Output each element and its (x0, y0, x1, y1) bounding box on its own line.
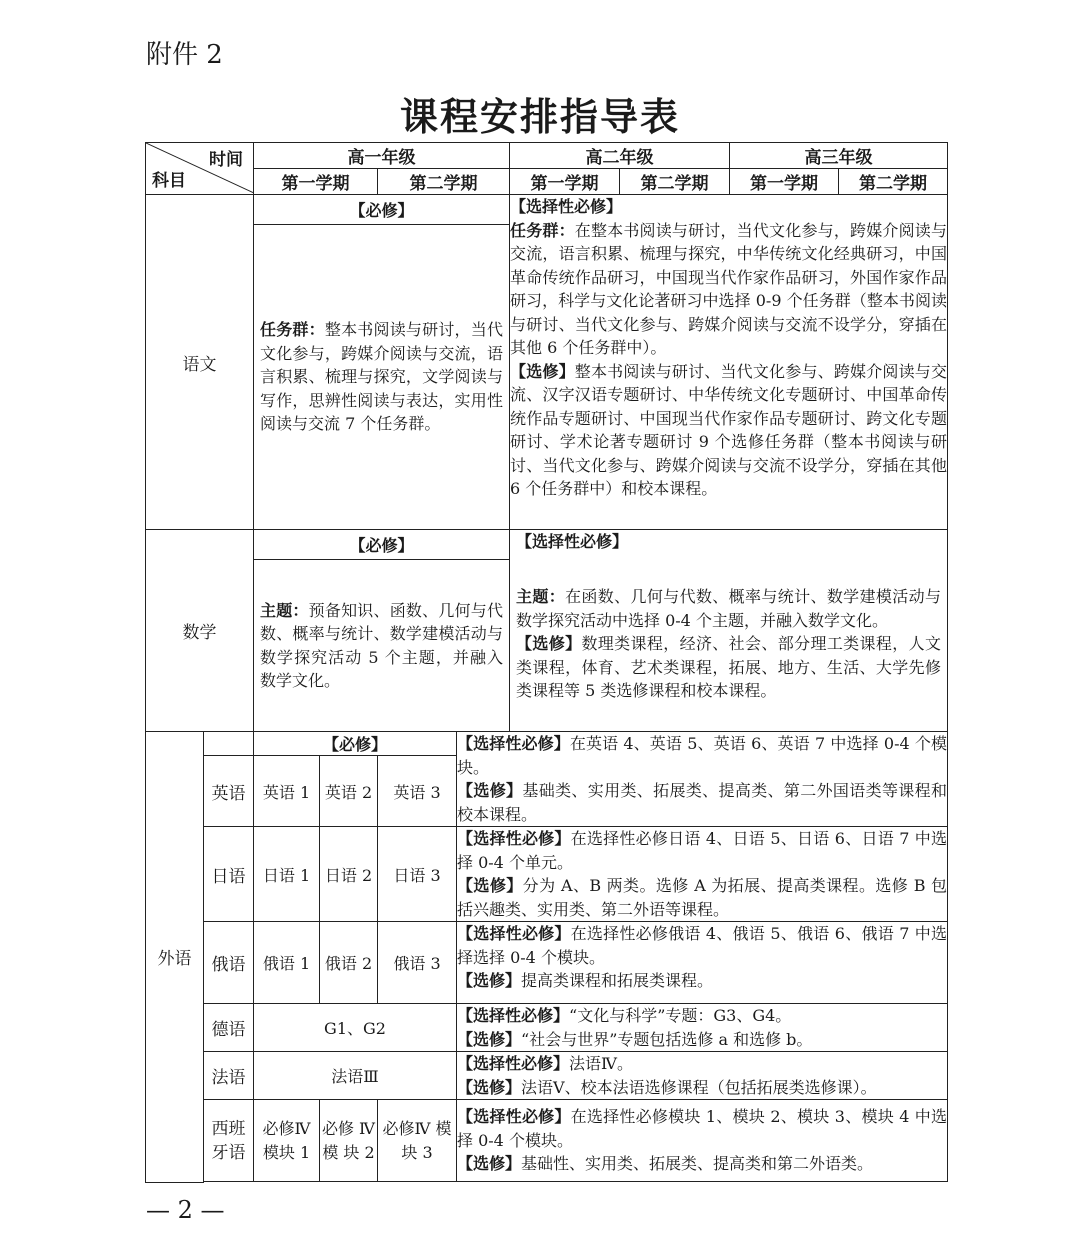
elective-label: 【选修】 (510, 361, 575, 381)
module-cell: 日语 2 (320, 827, 378, 922)
module-cell: 俄语 1 (254, 922, 320, 1004)
elective-label: 【选修】 (516, 634, 582, 653)
module-cell: 法语Ⅲ (254, 1052, 457, 1100)
elective-text: 法语Ⅴ、校本法语选修课程（包括拓展类选修课）。 (521, 1077, 877, 1097)
selective-label: 【选择性必修】 (516, 532, 629, 551)
selective-text: 在函数、几何与代数、概率与统计、数学建模活动与数学探究活动中选择 0-4 个主题，并融入数学文化。 (516, 587, 941, 630)
selective-label: 【选择性必修】 (457, 829, 571, 848)
elective-cell (457, 827, 948, 922)
language-name: 法语 (204, 1052, 254, 1100)
module-cell: 英语 3 (378, 756, 457, 827)
elective-text: 基础性、实用类、拓展类、提高类和第二外语类。 (521, 1154, 874, 1174)
selective-text: “文化与科学”专题：G3、G4。 (569, 1006, 792, 1025)
selective-label: 【选择性必修】 (510, 197, 623, 216)
required-label: 【必修】 (254, 195, 509, 225)
elective-text: 数理类课程，经济、社会、部分理工类课程，人文类课程，体育、艺术类课程，拓展、地方、生活、大学先修类课程等 5 类选修课程和校本课程。 (516, 634, 941, 700)
course-table (145, 142, 948, 1183)
elective-cell (457, 1052, 948, 1100)
grade-header: 高一年级 (254, 143, 510, 169)
required-text: 预备知识、函数、几何与代数、概率与统计、数学建模活动与数学探究活动 5 个主题，并融入数学文化。 (260, 600, 503, 690)
language-name: 英语 (204, 756, 254, 827)
selective-text: 在英语 4、英语 5、英语 6、英语 7 中选择 0-4 个模块。 (457, 734, 947, 777)
language-row-spanish (146, 1100, 948, 1182)
selective-prefix: 任务群： (510, 220, 575, 240)
required-prefix: 任务群： (260, 320, 325, 340)
module-cell: G1、G2 (254, 1004, 457, 1052)
semester-header: 第二学期 (839, 169, 948, 195)
required-content (254, 225, 509, 529)
subject-row-foreign-required (146, 732, 948, 756)
elective-label: 【选修】 (457, 1154, 522, 1174)
subject-name: 外语 (146, 732, 204, 1183)
header-time: 时间 (209, 150, 243, 170)
module-cell: 英语 2 (320, 756, 378, 827)
language-row-french (146, 1052, 948, 1100)
required-prefix: 主题： (260, 600, 309, 620)
selective-label: 【选择性必修】 (457, 734, 570, 753)
required-label: 【必修】 (254, 530, 509, 560)
elective-label: 【选修】 (457, 781, 523, 800)
module-cell: 俄语 2 (320, 922, 378, 1004)
language-row-japanese (146, 827, 948, 922)
selective-text: 在选择性必修模块 1、模块 2、模块 3、模块 4 中选择 0-4 个模块。 (457, 1107, 947, 1150)
selective-label: 【选择性必修】 (457, 1006, 570, 1025)
page-number: — 2 — (146, 1196, 225, 1224)
elective-cell (457, 1004, 948, 1052)
language-name: 西班牙语 (204, 1100, 254, 1182)
required-text: 整本书阅读与研讨，当代文化参与，跨媒介阅读与交流，语言积累、梳理与探究，文学阅读与写作，思辨性阅读与表达，实用性阅读与交流 7 个任务群。 (260, 320, 503, 434)
module-cell: 必修 Ⅳ模 块 2 (320, 1100, 378, 1182)
elective-cell (457, 1100, 948, 1182)
elective-cell (510, 195, 948, 530)
elective-label: 【选修】 (457, 1029, 522, 1049)
semester-header: 第一学期 (254, 169, 378, 195)
language-row-russian (146, 922, 948, 1004)
selective-text: 法语Ⅳ。 (569, 1054, 634, 1073)
language-name: 日语 (204, 827, 254, 922)
required-label: 【必修】 (254, 732, 457, 756)
semester-header: 第一学期 (510, 169, 620, 195)
page-title: 课程安排指导表 (399, 95, 680, 139)
selective-label: 【选择性必修】 (457, 1107, 571, 1127)
elective-cell (510, 530, 948, 732)
semester-header: 第二学期 (378, 169, 510, 195)
module-cell: 必修Ⅳ 模块 1 (254, 1100, 320, 1182)
grade-header: 高二年级 (510, 143, 730, 169)
selective-prefix: 主题： (516, 587, 566, 606)
attachment-label: 附件 2 (146, 40, 223, 70)
elective-label: 【选修】 (457, 876, 523, 895)
language-name: 德语 (204, 1004, 254, 1052)
subject-name: 数学 (146, 530, 254, 732)
subject-row-chinese (146, 195, 948, 530)
header-diagonal-cell (146, 143, 254, 195)
required-content (254, 560, 509, 731)
elective-label: 【选修】 (457, 971, 522, 990)
header-subject: 科目 (152, 171, 186, 191)
module-cell: 日语 1 (254, 827, 320, 922)
elective-text: “社会与世界”专题包括选修 a 和选修 b。 (521, 1029, 813, 1049)
language-name: 俄语 (204, 922, 254, 1004)
elective-text: 提高类课程和拓展类课程。 (521, 971, 714, 990)
module-cell: 英语 1 (254, 756, 320, 827)
elective-label: 【选修】 (457, 1077, 522, 1097)
module-cell: 日语 3 (378, 827, 457, 922)
subject-name: 语文 (146, 195, 254, 530)
elective-text: 分为 A、B 两类。选修 A 为拓展、提高类课程。选修 B 包括兴趣类、实用类、第二外语等课程。 (457, 876, 947, 919)
elective-content (510, 557, 947, 732)
module-cell: 必修Ⅳ 模块 3 (378, 1100, 457, 1182)
language-row-german (146, 1004, 948, 1052)
selective-text: 在整本书阅读与研讨，当代文化参与，跨媒介阅读与交流，语言积累、梳理与探究，中华传统文化经典研习，中国革命传统作品研习，中国现当代作家作品研习，外国作家作品研习，科学与文化论著研习中选择 0-9 个任务群（整本书阅读与研讨、当代文化参与、跨媒介阅读与交流不设学分，穿插在其他 6 个任务群中）。 (510, 220, 947, 357)
elective-cell (457, 732, 948, 827)
module-cell: 俄语 3 (378, 922, 457, 1004)
selective-label: 【选择性必修】 (457, 1054, 570, 1073)
grade-header: 高三年级 (730, 143, 948, 169)
elective-text: 基础类、实用类、拓展类、提高类、第二外国语类等课程和校本课程。 (457, 781, 947, 824)
selective-label: 【选择性必修】 (457, 924, 571, 943)
semester-header: 第一学期 (730, 169, 839, 195)
selective-text: 在选择性必修日语 4、日语 5、日语 6、日语 7 中选择 0-4 个单元。 (457, 829, 947, 872)
elective-text: 整本书阅读与研讨、当代文化参与、跨媒介阅读与交流、汉字汉语专题研讨、中华传统文化专题研讨、中国革命传统作品专题研讨、中国现当代作家作品专题研讨、跨文化专题研讨、学术论著专题研讨 9 个选修任务群（整本书阅读与研讨、当代文化参与、跨媒介阅读与交流不设学分，穿插在其他 6 个任务群中）和校本课程。 (510, 361, 947, 498)
elective-cell (457, 922, 948, 1004)
subject-row-math (146, 530, 948, 732)
semester-header: 第二学期 (620, 169, 730, 195)
required-cell (254, 195, 510, 530)
required-cell (254, 530, 510, 732)
selective-text: 在选择性必修俄语 4、俄语 5、俄语 6、俄语 7 中选择选择 0-4 个模块。 (457, 924, 947, 967)
